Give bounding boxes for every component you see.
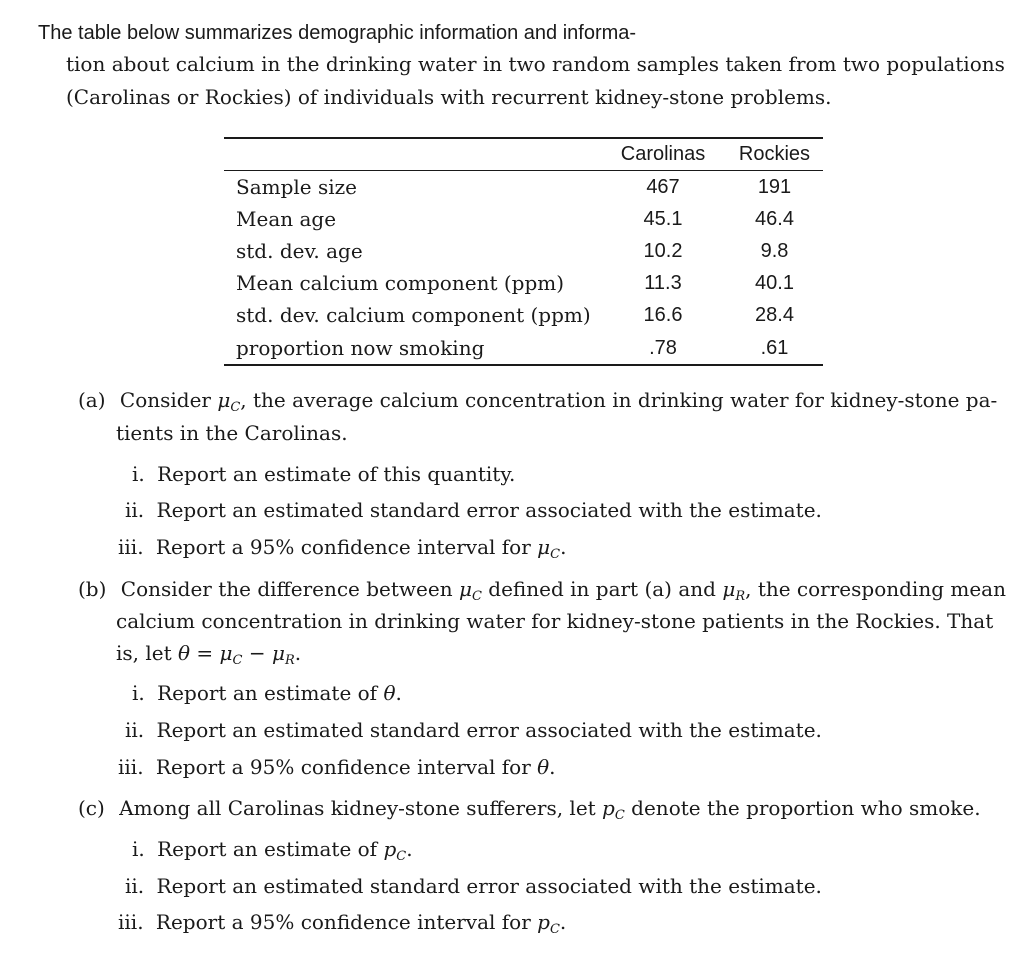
cell-carolinas: .78 — [649, 337, 677, 359]
cell-rockies: 191 — [757, 176, 792, 198]
part-a-item-i: i. Report an estimate of this quantity. — [132, 462, 516, 486]
mu-c-symbol: $\mu_C$ — [219, 641, 243, 668]
part-b-line-3: is, let $\theta = \mu_C - \mu_R$. — [116, 641, 302, 668]
part-c-line-1: (c) Among all Carolinas kidney-stone sufferers, let $p_C$ denote the proportion who smoke. — [78, 796, 981, 823]
table-row — [224, 267, 823, 299]
cell-carolinas: 45.1 — [643, 208, 683, 230]
cell-carolinas: 11.3 — [644, 272, 682, 294]
mu-r-symbol: $\mu_R$ — [271, 641, 295, 668]
theta-symbol: θ — [383, 681, 396, 705]
table-row — [224, 299, 823, 331]
part-c-marker: (c) — [78, 796, 105, 820]
theta-symbol: θ — [178, 641, 191, 665]
intro-line-1: The table below summarizes demographic information and informa- — [38, 22, 637, 44]
column-header-rockies: Rockies — [738, 143, 811, 165]
part-c-item-iii: iii. Report a 95% confidence interval for $p_C$. — [118, 910, 567, 937]
part-a-line-2: tients in the Carolinas. — [116, 421, 348, 445]
intro-line-3: (Carolinas or Rockies) of individuals with recurrent kidney-stone problems. — [66, 85, 832, 109]
cell-rockies: 46.4 — [755, 208, 794, 230]
row-label: proportion now smoking — [236, 336, 485, 360]
mu-c-symbol: $\mu_C$ — [537, 535, 561, 562]
theta-symbol: θ — [537, 755, 550, 779]
table-row — [224, 332, 823, 364]
p-c-symbol: $p_C$ — [383, 837, 407, 864]
part-c-item-ii: ii. Report an estimated standard error associated with the estimate. — [125, 874, 822, 898]
part-a-item-ii: ii. Report an estimated standard error associated with the estimate. — [125, 498, 822, 522]
table-row — [224, 171, 823, 203]
part-b-item-i: i. Report an estimate of θ. — [132, 681, 402, 705]
p-c-symbol: $p_C$ — [537, 910, 560, 937]
part-b-line-1: (b) Consider the difference between $\mu_C$ defined in part (a) and $\mu_R$, the corresponding mean — [78, 577, 1006, 604]
table-bottom-rule — [224, 364, 823, 366]
cell-rockies: 28.4 — [755, 304, 794, 326]
row-label: std. dev. age — [236, 239, 363, 263]
table-row — [224, 203, 823, 235]
row-label: Mean age — [236, 207, 337, 231]
part-b-item-ii: ii. Report an estimated standard error associated with the estimate. — [125, 718, 822, 742]
row-label: Mean calcium component (ppm) — [236, 271, 565, 295]
cell-rockies: .61 — [760, 337, 789, 359]
part-a-item-iii: iii. Report a 95% confidence interval for $\mu_C$. — [118, 535, 567, 562]
table-header-row — [224, 138, 823, 170]
part-a-line-1: (a) Consider $\mu_C$, the average calcium concentration in drinking water for kidney-stone pa- — [78, 388, 998, 415]
cell-carolinas: 16.6 — [643, 304, 683, 326]
mu-c-symbol: $\mu_C$ — [458, 577, 482, 604]
mu-c-symbol: $\mu_C$ — [217, 388, 241, 415]
p-c-symbol: $p_C$ — [602, 796, 625, 823]
cell-rockies: 40.1 — [755, 272, 794, 294]
table-row — [224, 235, 823, 267]
part-b-marker: (b) — [78, 577, 107, 601]
part-b-item-iii: iii. Report a 95% confidence interval for θ. — [118, 755, 556, 779]
row-label: std. dev. calcium component (ppm) — [236, 303, 591, 327]
part-c-item-i: i. Report an estimate of $p_C$. — [132, 837, 413, 864]
intro-line-2: tion about calcium in the drinking water in two random samples taken from two populations — [66, 52, 1005, 76]
part-a-marker: (a) — [78, 388, 106, 412]
part-b-line-2: calcium concentration in drinking water for kidney-stone patients in the Rockies. That — [116, 609, 994, 633]
cell-carolinas: 10.2 — [643, 240, 683, 262]
cell-rockies: 9.8 — [760, 240, 789, 262]
cell-carolinas: 467 — [646, 176, 680, 198]
row-label: Sample size — [236, 175, 358, 199]
column-header-carolinas: Carolinas — [620, 143, 706, 165]
mu-r-symbol: $\mu_R$ — [722, 577, 746, 604]
